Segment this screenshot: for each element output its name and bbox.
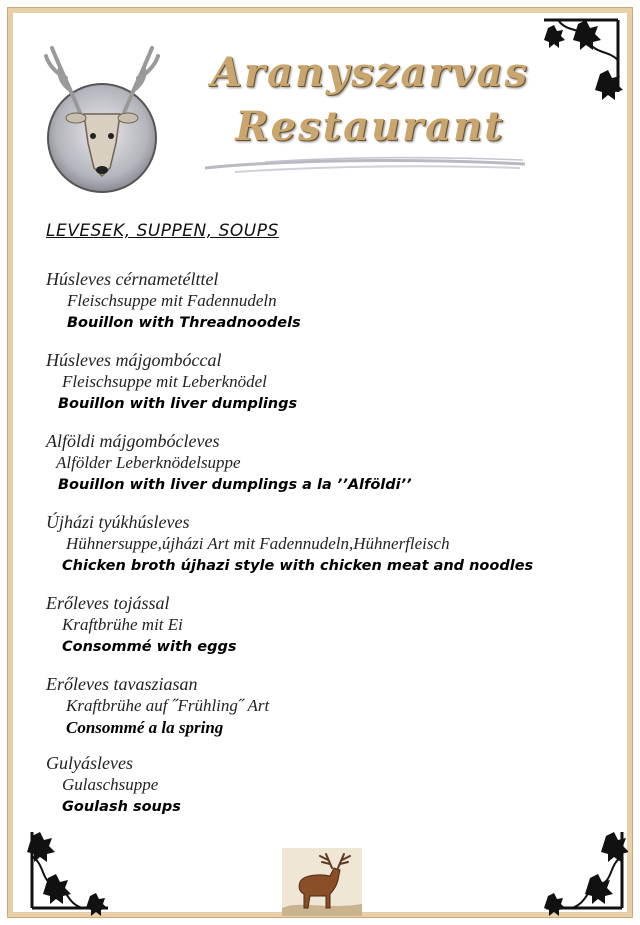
- menu-item: [46, 752, 181, 818]
- menu-item: [46, 268, 301, 334]
- item-name-english: Consommé with eggs: [62, 639, 237, 655]
- item-name-english: Chicken broth újhazi style with chicken meat and noodles: [62, 558, 534, 574]
- item-name-english: Bouillon with Threadnoodels: [67, 315, 301, 331]
- item-name-english: Bouillon with liver dumplings: [58, 396, 298, 412]
- red-deer-stag-icon: [282, 848, 362, 916]
- item-name-german: Hühnersuppe,újházi Art mit Fadennudeln,Hühnerfleisch: [66, 534, 450, 553]
- item-name-hungarian: Újházi tyúkhúsleves: [46, 512, 190, 532]
- title-line-1: Aranyszarvas: [210, 49, 530, 96]
- item-name-hungarian: Húsleves cérnametélttel: [46, 269, 219, 289]
- title-line-2: Restaurant: [235, 103, 505, 150]
- menu-item: [46, 673, 269, 739]
- item-name-english: Consommé a la spring: [66, 718, 224, 737]
- item-name-german: Gulaschsuppe: [62, 775, 159, 794]
- item-name-german: Fleischsuppe mit Fadennudeln: [67, 291, 277, 310]
- item-name-german: Fleischsuppe mit Leberknödel: [62, 372, 267, 391]
- ornamental-leaf-corner-icon: [538, 826, 628, 916]
- decorative-swoosh-icon: [205, 150, 525, 180]
- menu-item: [46, 430, 412, 496]
- deer-head-medallion-icon: [40, 18, 164, 194]
- ornamental-leaf-corner-icon: [538, 14, 628, 104]
- item-name-german: Kraftbrühe mit Ei: [62, 615, 183, 634]
- item-name-hungarian: Erőleves tojással: [46, 593, 170, 613]
- menu-item: [46, 592, 237, 658]
- item-name-hungarian: Gulyásleves: [46, 753, 133, 773]
- item-name-hungarian: Húsleves májgombóccal: [46, 350, 222, 370]
- item-name-english: Goulash soups: [62, 799, 181, 815]
- menu-item: [46, 349, 297, 415]
- item-name-german: Alfölder Leberknödelsuppe: [56, 453, 241, 472]
- section-title: LEVESEK, SUPPEN, SOUPS: [46, 221, 279, 241]
- item-name-german: Kraftbrühe auf ˝Frühling˝ Art: [66, 696, 270, 715]
- restaurant-title: [205, 50, 535, 150]
- item-name-hungarian: Erőleves tavasziasan: [46, 674, 198, 694]
- item-name-hungarian: Alföldi májgombócleves: [46, 431, 220, 451]
- menu-item: [46, 511, 533, 577]
- item-name-english: Bouillon with liver dumplings a la ’’Alföldi’’: [58, 477, 412, 493]
- ornamental-leaf-corner-icon: [26, 826, 116, 916]
